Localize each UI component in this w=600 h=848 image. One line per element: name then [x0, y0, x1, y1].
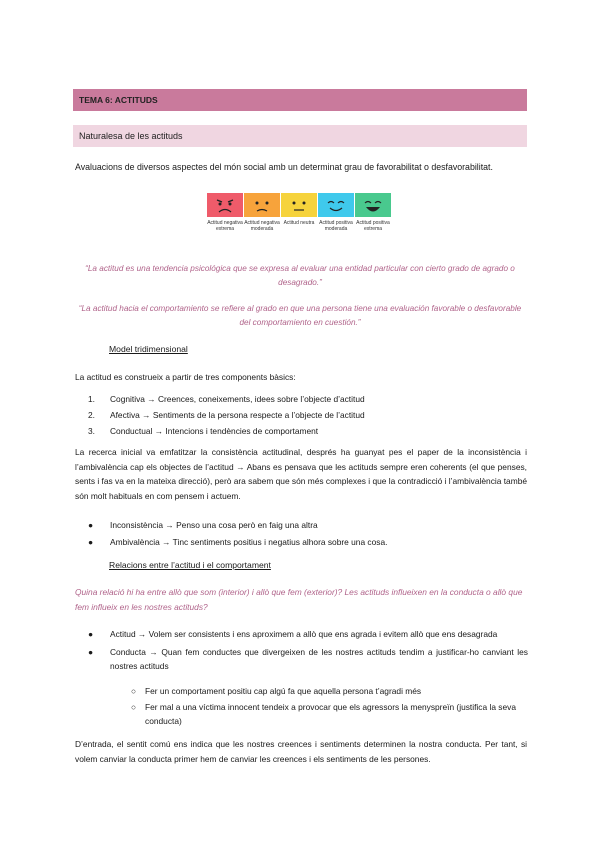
consistency-paragraph: La recerca inicial va emfatitzar la consistència actitudinal, després ha guanyat pes el paper de la inconsistència i l’ambivalència cap els objectes de l’actitud → Abans es pensava que les actituds sempre eren coherents (el que penses, sents i fas va en la mateixa direcció), però ara sabem que són més complexes i que la contradicció i l’ambivalència també són molt habituals en com pensem i actuem.	[75, 447, 528, 501]
list-item: 1. Cognitiva → Creences, coneixements, idees sobre l’objecte d’actitud	[88, 394, 365, 404]
quote-1: “La actitud es una tendencia psicológica que se expresa al evaluar una entidad particular con cierto grado de agrado o desagrado.”	[85, 264, 515, 287]
relations-list	[88, 627, 528, 673]
laugh-face-icon	[355, 193, 391, 217]
topic-title-bar	[73, 89, 527, 111]
scale-label: Actitud positiva extrema	[356, 220, 390, 232]
closing-paragraph: D’entrada, el sentit comú ens indica que les nostres creences i sentiments determinen la nostra conducta. Per tant, si volem canviar la conducta primer hem de canviar les creences i els sentiments de les persones.	[75, 739, 527, 764]
heading-relations: Relacions entre l’actitud i el comportament	[109, 560, 271, 570]
topic-title: TEMA 6: ACTITUDS	[79, 95, 158, 105]
list-item: ○ Fer un comportament positiu cap algú fa que aquella persona t’agradi més	[131, 686, 422, 696]
scale-label: Actitud positiva moderada	[319, 220, 353, 232]
circle-bullet-icon: ○	[131, 702, 137, 712]
angry-face-icon	[207, 193, 243, 217]
model-intro: La actitud es construeix a partir de tres components bàsics:	[75, 372, 296, 382]
list-item: ● Inconsistència → Penso una cosa però en faig una altra	[88, 520, 318, 530]
relations-question: Quina relació hi ha entre allò que som (interior) i allò que fem (exterior)? Les actituds influeixen en la conducta o allò que fem influeix en les nostres actituds?	[75, 587, 523, 612]
scale-label: Actitud negativa moderada	[244, 220, 280, 232]
bullet-icon: ●	[88, 647, 94, 657]
circle-bullet-icon: ○	[131, 686, 137, 696]
heading-model: Model tridimensional	[109, 344, 188, 354]
scale-label: Actitud neutra	[283, 220, 315, 226]
attitude-scale	[207, 193, 393, 243]
bullet-icon: ●	[88, 520, 94, 530]
smile-face-icon	[318, 193, 354, 217]
scale-label: Actitud negativa extrema	[207, 220, 243, 232]
list-item: ● Ambivalència → Tinc sentiments positius i negatius alhora sobre una cosa.	[88, 537, 388, 547]
section-title-bar	[73, 125, 527, 147]
relations-sublist	[131, 684, 527, 728]
list-item: ○ Fer mal a una víctima innocent tendeix a provocar que els agressors la menyspreïn (justifica la seva conducta)	[131, 702, 517, 726]
list-item: 2. Afectiva → Sentiments de la persona respecte a l’objecte de l’actitud	[88, 410, 365, 420]
intro-text: Avaluacions de diversos aspectes del món social amb un determinat grau de favorabilitat o desfavorabilitat.	[75, 162, 493, 172]
sad-face-icon	[244, 193, 280, 217]
bullet-icon: ●	[88, 629, 94, 639]
list-item: ● Actitud → Volem ser consistents i ens aproximem a allò que ens agrada i evitem allò que ens desagrada	[88, 629, 498, 639]
bullet-icon: ●	[88, 537, 94, 547]
neutral-face-icon	[281, 193, 317, 217]
list-item: 3. Conductual → Intencions i tendències de comportament	[88, 426, 319, 436]
quote-2: “La actitud hacia el comportamiento se refiere al grado en que una persona tiene una evaluación favorable o desfavorable del comportamiento en cuestión.”	[78, 304, 522, 327]
list-item: ● Conducta → Quan fem conductes que divergeixen de les nostres actituds tendim a justificar-ho canviant les nostres actituds	[88, 647, 528, 671]
inconsistency-list	[88, 518, 528, 549]
components-list	[88, 394, 365, 442]
section-title: Naturalesa de les actituds	[79, 131, 183, 141]
